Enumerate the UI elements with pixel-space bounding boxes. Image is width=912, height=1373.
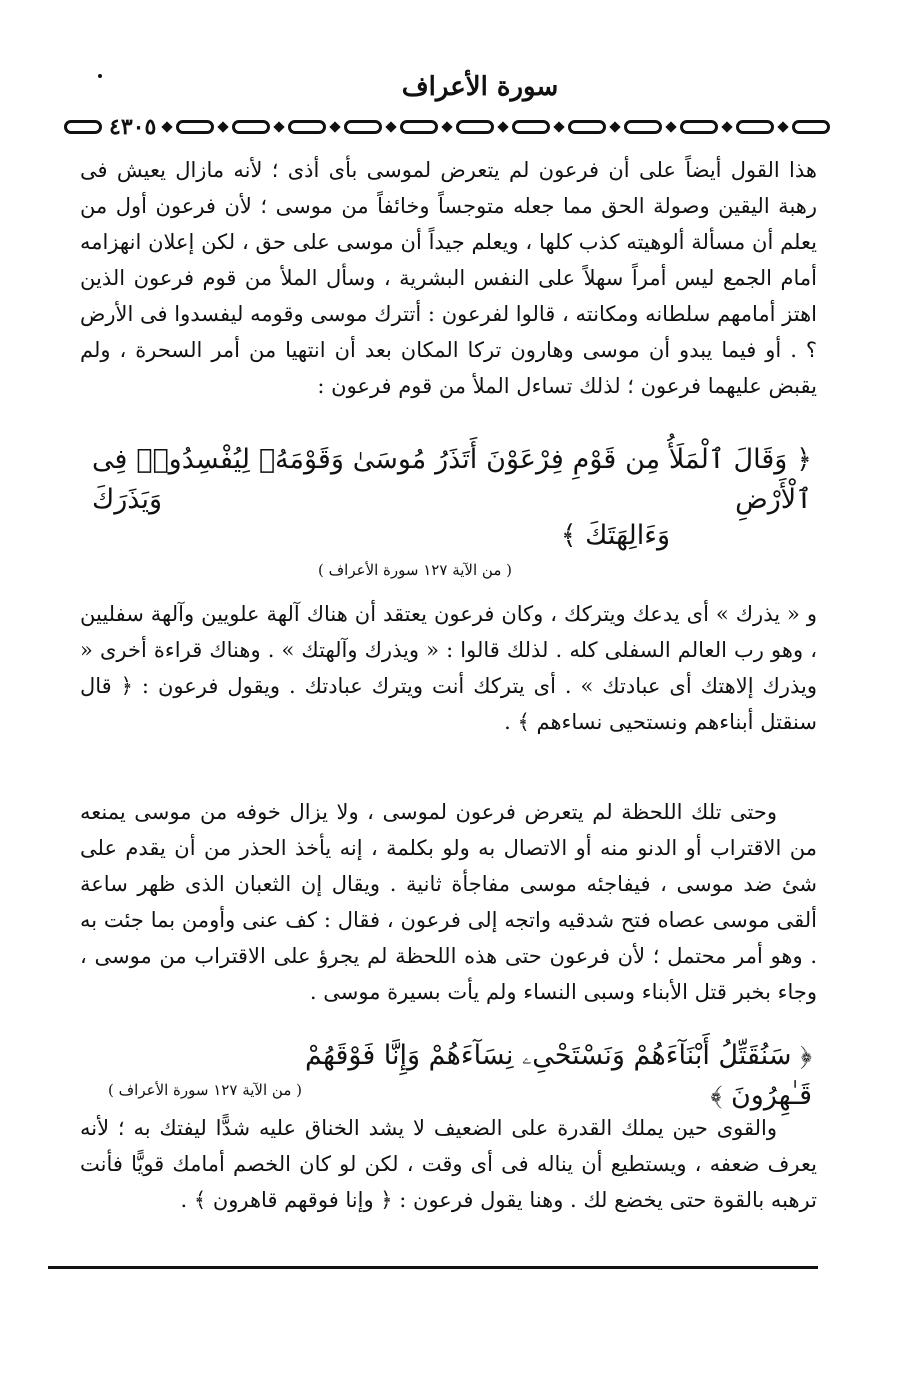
ornament-link [232, 120, 270, 134]
ornament-diamond [217, 121, 228, 132]
ornament-diamond [161, 121, 172, 132]
page-number: ٤٣٠٥ [105, 112, 160, 142]
paragraph-2-text: و « يذرك » أى يدعك ويتركك ، وكان فرعون يعتقد أن هناك آلهة علويين وآلهة سفليين ، وهو رب العالم السفلى كله . لذلك قالوا : « ويذرك وآلهتك » . وهناك قراءة أخرى « ويذرك إلاهتك أى عبادتك » . أى يتركك أنت ويترك عبادتك . ويقول فرعون : ﴿ قال سنقتل أبناءهم ونستحيى نساءهم ﴾ . [80, 602, 817, 734]
paragraph-1-text: هذا القول أيضاً على أن فرعون لم يتعرض لموسى بأى أذى ؛ لأنه مازال يعيش فى رهبة اليقين وصولة الحق مما جعله متوجساً وخائفاً من موسى ؛ لأن فرعون أول من يعلم أن مسألة ألوهيته كذب كلها ، ويعلم جيداً أن موسى على حق ، لكن إعلان انهزامه أمام الجمع ليس أمراً سهلاً على النفس البشرية ، وسأل الملأ من قوم فرعون الذين اهتز أمامهم سلطانه ومكانته ، قالوا لفرعون : أتترك موسى وقومه ليفسدوا فى الأرض ؟ . أو فيما يبدو أن موسى وهارون تركا المكان بعد أن انتهيا من أمر السحرة ، ولم يقبض عليهما فرعون ؛ لذلك تساءل الملأ من قوم فرعون : [80, 158, 817, 398]
ornament-diamond [329, 121, 340, 132]
ornament-diamond [385, 121, 396, 132]
ornament-diamond [553, 121, 564, 132]
quran-verse-1-line-2: وَءَالِهَتَكَ ﴾ [560, 520, 670, 551]
paragraph-4-text: والقوى حين يملك القدرة على الضعيف لا يشد الخناق عليه شدًّا ليفتك به ؛ لأنه يعرف ضعفه ، ويستطيع أن يناله فى أى وقت ، لكن لو كان الخصم أمامك قويًّا فأنت ترهبه بالقوة حتى يخضع لك . وهنا يقول فرعون : ﴿ وإنا فوقهم قاهرون ﴾ . [80, 1116, 817, 1212]
verse-reference-2: ( من الآية ١٢٧ سورة الأعراف ) [108, 1081, 302, 1099]
ornament-link [512, 120, 550, 134]
paragraph-2 [80, 596, 817, 740]
verse-reference-1: ( من الآية ١٢٧ سورة الأعراف ) [318, 561, 512, 579]
ornament-link [624, 120, 662, 134]
ornament-diamond [721, 121, 732, 132]
ornament-link [736, 120, 774, 134]
ornament-link [456, 120, 494, 134]
stray-dot [98, 74, 102, 78]
ornament-link [288, 120, 326, 134]
ornament-link [680, 120, 718, 134]
ornament-link [400, 120, 438, 134]
ornament-link [176, 120, 214, 134]
paragraph-3-text: وحتى تلك اللحظة لم يتعرض فرعون لموسى ، ولا يزال خوفه من موسى يمنعه من الاقتراب أو الدنو منه أو الاتصال به ولو بكلمة ، إنه يأخذ الحذر من أن يقدم على شئ ضد موسى ، فيفاجئه موسى مفاجأة ثانية . ويقال إن الثعبان الذى ظهر ساعة ألقى موسى عصاه فتح شدقيه واتجه إلى فرعون ، فقال : كف عنى وأومن بما جئت به . وهو أمر محتمل ؛ لأن فرعون حتى هذه اللحظة لم يجرؤ على الاقتراب من موسى ، وجاء بخبر قتل الأبناء وسبى النساء ولم يأت بسيرة موسى . [80, 800, 817, 1004]
ornament-link [64, 120, 102, 134]
ornament-diamond [497, 121, 508, 132]
quran-verse-1-line-1: ﴿ وَقَالَ ٱلْمَلَأُ مِن قَوْمِ فِرْعَوْنَ أَتَذَرُ مُوسَىٰ وَقَوْمَهُۥ لِيُفْسِدُوا۟ فِى ٱلْأَرْضِ وَيَذَرَكَ [92, 444, 812, 515]
ornament-diamond [609, 121, 620, 132]
header-ornament-border [60, 112, 830, 142]
ornament-link [344, 120, 382, 134]
ornament-link [792, 120, 830, 134]
quran-verse-2: ﴿ سَنُقَتِّلُ أَبْنَآءَهُمْ وَنَسْتَحْىِۦ نِسَآءَهُمْ وَإِنَّا فَوْقَهُمْ قَـٰهِرُونَ ﴾ [305, 1040, 812, 1111]
surah-title: سورة الأعراف [401, 72, 559, 102]
ornament-diamond [777, 121, 788, 132]
footer-rule [48, 1266, 818, 1269]
paragraph-4 [80, 1110, 817, 1218]
ornament-diamond [273, 121, 284, 132]
paragraph-3 [80, 794, 817, 1010]
ornament-diamond [441, 121, 452, 132]
paragraph-1 [80, 152, 817, 404]
ornament-diamond [665, 121, 676, 132]
ornament-link [568, 120, 606, 134]
